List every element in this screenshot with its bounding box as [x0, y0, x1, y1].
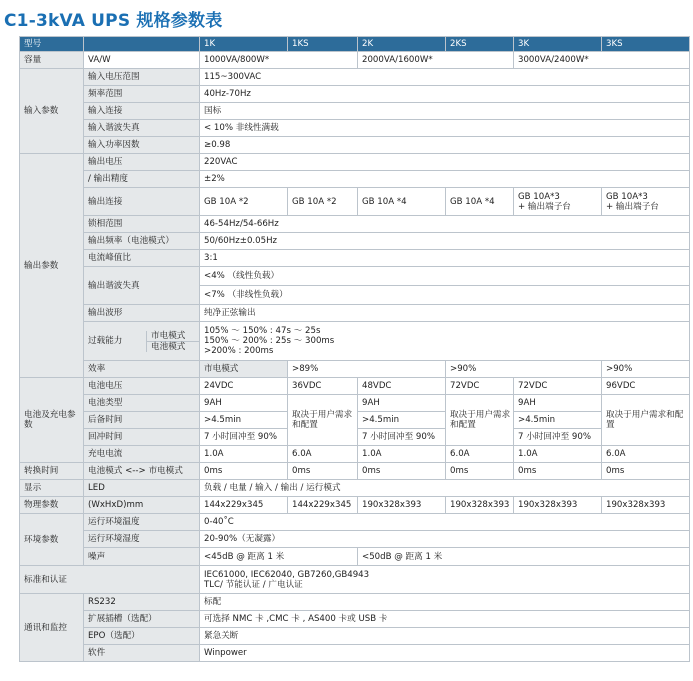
- value-cell: >4.5min: [358, 412, 446, 429]
- param-label: 输出波形: [84, 305, 200, 322]
- param-label: 输入电压范围: [84, 69, 200, 86]
- value-cell: 1000VA/800W*: [200, 52, 358, 69]
- value-cell: [514, 188, 602, 216]
- table-row: [20, 378, 690, 395]
- table-row: [20, 103, 690, 120]
- table-row: [20, 233, 690, 250]
- value-cell: 6.0A: [446, 446, 514, 463]
- table-row: [20, 514, 690, 531]
- value-line: + 输出端子台: [606, 201, 659, 212]
- spec-table: [19, 36, 690, 662]
- table-row: [20, 171, 690, 188]
- mode-label: 市电模式: [147, 331, 199, 342]
- value-cell: [200, 322, 690, 361]
- value-line: 105% ～ 150% : 47s ～ 25s: [204, 326, 321, 336]
- value-cell: 1.0A: [200, 446, 288, 463]
- value-cell: >90%: [602, 361, 690, 378]
- category-cell: 电池及充电参数: [20, 378, 84, 463]
- header-3ks: 3KS: [602, 37, 690, 52]
- table-row: [20, 566, 690, 594]
- category-cell: 标准和认证: [20, 566, 200, 594]
- value-cell: 72VDC: [446, 378, 514, 395]
- param-label: 输出频率（电池模式）: [84, 233, 200, 250]
- table-row: [20, 69, 690, 86]
- overload-cell: [84, 322, 200, 361]
- param-label: 软件: [84, 645, 200, 662]
- table-row: [20, 86, 690, 103]
- table-row: [20, 645, 690, 662]
- param-label: 市电模式: [200, 361, 288, 378]
- table-row: [20, 120, 690, 137]
- page-title: C1-3kVA UPS 规格参数表: [4, 11, 223, 31]
- table-row: [20, 188, 690, 216]
- table-row: [20, 480, 690, 497]
- table-row: [20, 497, 690, 514]
- table-row: [20, 628, 690, 645]
- param-label: RS232: [84, 594, 200, 611]
- value-cell: 0ms: [288, 463, 358, 480]
- value-cell: 220VAC: [200, 154, 690, 171]
- value-cell: 6.0A: [288, 446, 358, 463]
- value-cell: 20-90%（无凝露）: [200, 531, 690, 548]
- value-cell: 36VDC: [288, 378, 358, 395]
- value-cell: >4.5min: [200, 412, 288, 429]
- category-cell: 输出参数: [20, 154, 84, 378]
- category-cell: 显示: [20, 480, 84, 497]
- value-cell: 72VDC: [514, 378, 602, 395]
- value-cell: 144x229x345: [200, 497, 288, 514]
- category-cell: 环境参数: [20, 514, 84, 566]
- value-line: TLC/ 节能认证 / 广电认证: [204, 579, 303, 590]
- param-label: 运行环境湿度: [84, 531, 200, 548]
- param-label: 噪声: [84, 548, 200, 566]
- param-label: 充电电流: [84, 446, 200, 463]
- value-cell: <7% （非线性负载）: [200, 286, 690, 305]
- value-cell: 1.0A: [358, 446, 446, 463]
- value-line: IEC61000, IEC62040, GB7260,GB4943: [204, 569, 370, 580]
- table-row: [20, 305, 690, 322]
- table-row: [20, 322, 690, 342]
- value-cell: 7 小时回冲至 90%: [358, 429, 446, 446]
- category-cell: 效率: [84, 361, 200, 378]
- category-cell: 物理参数: [20, 497, 84, 514]
- param-label: 输入功率因数: [84, 137, 200, 154]
- value-cell: 24VDC: [200, 378, 288, 395]
- value-cell: 9AH: [514, 395, 602, 412]
- param-label: 过载能力: [88, 336, 123, 346]
- param-label: VA/W: [84, 52, 200, 69]
- value-cell: Winpower: [200, 645, 690, 662]
- table-row: [20, 611, 690, 628]
- value-cell: >4.5min: [514, 412, 602, 429]
- category-cell: 通讯和监控: [20, 594, 84, 662]
- value-cell: ±2%: [200, 171, 690, 188]
- value-cell: GB 10A *4: [358, 188, 446, 216]
- value-cell: 190x328x393: [602, 497, 690, 514]
- value-cell: 115~300VAC: [200, 69, 690, 86]
- header-row: [20, 37, 690, 52]
- value-cell: 50/60Hz±0.05Hz: [200, 233, 690, 250]
- value-cell: 9AH: [358, 395, 446, 412]
- value-cell: GB 10A *2: [288, 188, 358, 216]
- value-cell: 取决于用户需求和配置: [288, 395, 358, 446]
- param-label: / 输出精度: [84, 171, 200, 188]
- param-label: 电流峰值比: [84, 250, 200, 267]
- param-label: 频率范围: [84, 86, 200, 103]
- table-row: [20, 216, 690, 233]
- value-line: GB 10A*3: [518, 191, 560, 202]
- value-line: GB 10A*3: [606, 191, 648, 202]
- param-label: 输入谐波失真: [84, 120, 200, 137]
- header-2ks: 2KS: [446, 37, 514, 52]
- param-label: 锁相范围: [84, 216, 200, 233]
- param-label: 电池类型: [84, 395, 200, 412]
- table-row: [20, 446, 690, 463]
- header-1k: 1K: [200, 37, 288, 52]
- value-cell: 标配: [200, 594, 690, 611]
- table-row: [20, 594, 690, 611]
- value-cell: 144x229x345: [288, 497, 358, 514]
- value-cell: 负载 / 电量 / 输入 / 输出 / 运行模式: [200, 480, 690, 497]
- value-cell: <45dB @ 距离 1 米: [200, 548, 358, 566]
- table-row: [20, 267, 690, 286]
- value-line: >200% : 200ms: [204, 346, 274, 356]
- value-cell: 0-40˚C: [200, 514, 690, 531]
- value-cell: 可选择 NMC 卡 ,CMC 卡 , AS400 卡或 USB 卡: [200, 611, 690, 628]
- value-cell: 0ms: [358, 463, 446, 480]
- category-cell: 输入参数: [20, 69, 84, 154]
- header-1ks: 1KS: [288, 37, 358, 52]
- value-cell: <50dB @ 距离 1 米: [358, 548, 690, 566]
- table-row: [20, 137, 690, 154]
- value-cell: 96VDC: [602, 378, 690, 395]
- category-cell: 容量: [20, 52, 84, 69]
- header-2k: 2K: [358, 37, 446, 52]
- value-cell: [602, 188, 690, 216]
- param-label: 输入连接: [84, 103, 200, 120]
- table-row: [20, 52, 690, 69]
- param-label: 回冲时间: [84, 429, 200, 446]
- value-cell: 190x328x393: [514, 497, 602, 514]
- value-line: + 输出端子台: [518, 201, 571, 212]
- value-cell: 0ms: [602, 463, 690, 480]
- param-label: 扩展插槽（选配）: [84, 611, 200, 628]
- value-cell: GB 10A *4: [446, 188, 514, 216]
- value-cell: 取决于用户需求和配置: [446, 395, 514, 446]
- category-cell: 转换时间: [20, 463, 84, 480]
- value-cell: 2000VA/1600W*: [358, 52, 514, 69]
- value-cell: 0ms: [446, 463, 514, 480]
- header-3k: 3K: [514, 37, 602, 52]
- header-blank: [84, 37, 200, 52]
- value-cell: 3:1: [200, 250, 690, 267]
- table-row: [20, 361, 690, 378]
- value-cell: [200, 566, 690, 594]
- value-line: 150% ～ 200% : 25s ～ 300ms: [204, 336, 335, 346]
- value-cell: 7 小时回冲至 90%: [200, 429, 288, 446]
- value-cell: 190x328x393: [446, 497, 514, 514]
- value-cell: 190x328x393: [358, 497, 446, 514]
- param-label: 输出连接: [84, 188, 200, 216]
- param-label: (WxHxD)mm: [84, 497, 200, 514]
- value-cell: < 10% 非线性满载: [200, 120, 690, 137]
- param-label: 电池模式 <--> 市电模式: [84, 463, 200, 480]
- param-label: EPO（选配）: [84, 628, 200, 645]
- value-cell: >89%: [288, 361, 446, 378]
- table-row: [20, 395, 690, 412]
- value-cell: 取决于用户需求和配置: [602, 395, 690, 446]
- table-row: [20, 463, 690, 480]
- value-cell: 3000VA/2400W*: [514, 52, 690, 69]
- value-cell: 46-54Hz/54-66Hz: [200, 216, 690, 233]
- param-label: 电池电压: [84, 378, 200, 395]
- value-cell: 7 小时回冲至 90%: [514, 429, 602, 446]
- value-cell: >90%: [446, 361, 602, 378]
- value-cell: 48VDC: [358, 378, 446, 395]
- param-label: 后备时间: [84, 412, 200, 429]
- header-model: 型号: [20, 37, 84, 52]
- param-label: 输出电压: [84, 154, 200, 171]
- value-cell: 1.0A: [514, 446, 602, 463]
- table-row: [20, 154, 690, 171]
- value-cell: GB 10A *2: [200, 188, 288, 216]
- table-row: [20, 531, 690, 548]
- param-label: 输出谐波失真: [84, 267, 200, 305]
- value-cell: <4% （线性负载）: [200, 267, 690, 286]
- value-cell: 6.0A: [602, 446, 690, 463]
- value-cell: 国标: [200, 103, 690, 120]
- param-label: 运行环境温度: [84, 514, 200, 531]
- table-row: [20, 548, 690, 566]
- table-row: [20, 250, 690, 267]
- value-cell: 40Hz-70Hz: [200, 86, 690, 103]
- mode-label: 电池模式: [151, 341, 186, 352]
- value-cell: 0ms: [514, 463, 602, 480]
- value-cell: 紧急关断: [200, 628, 690, 645]
- param-label: LED: [84, 480, 200, 497]
- value-cell: 9AH: [200, 395, 288, 412]
- value-cell: 0ms: [200, 463, 288, 480]
- value-cell: 纯净正弦输出: [200, 305, 690, 322]
- value-cell: ≥0.98: [200, 137, 690, 154]
